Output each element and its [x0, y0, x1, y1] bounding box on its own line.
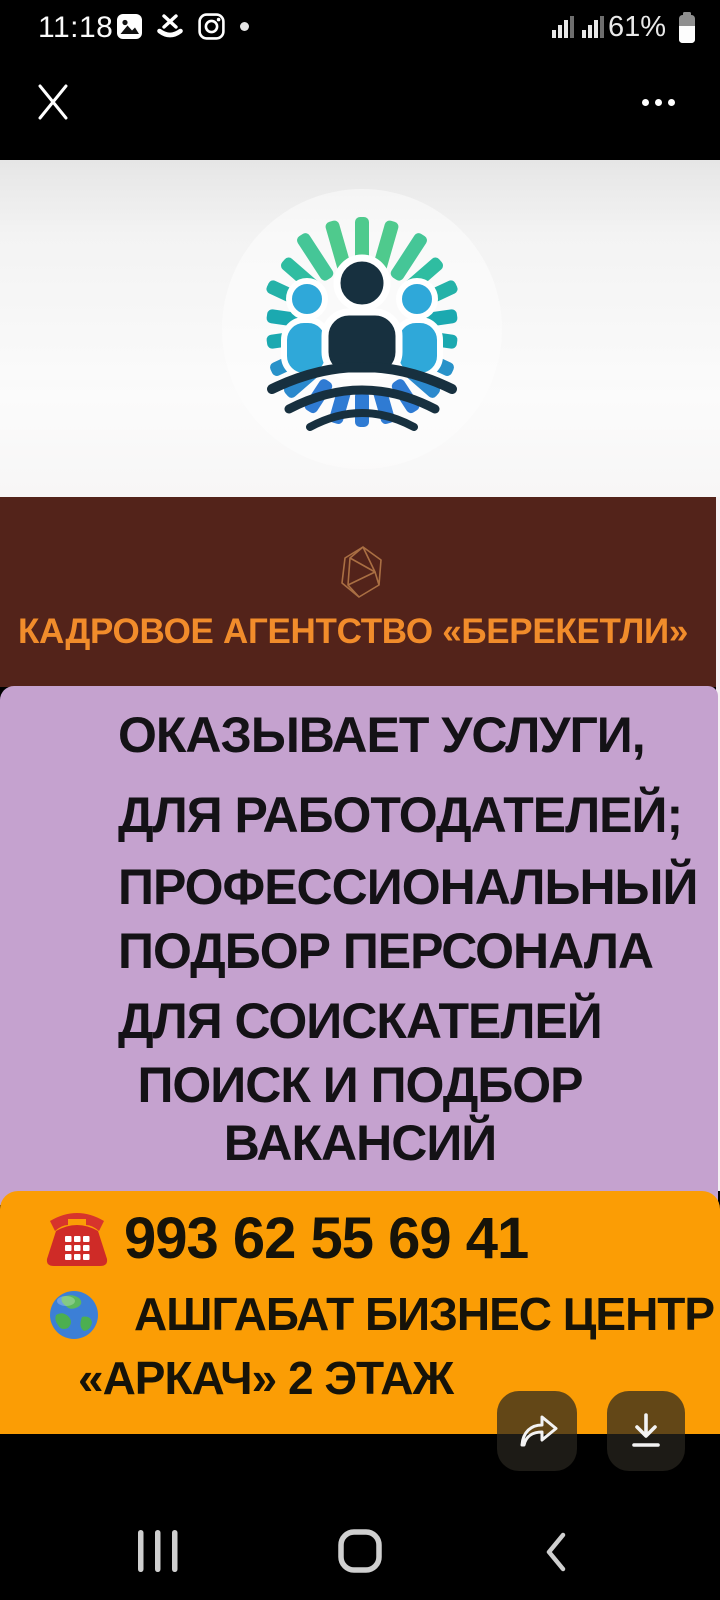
share-button[interactable]	[497, 1391, 577, 1471]
nav-back-button[interactable]	[524, 1522, 588, 1582]
services-line: ВАКАНСИЙ	[223, 1115, 497, 1171]
agency-title: КАДРОВОЕ АГЕНТСТВО «БЕРЕКЕТЛИ»	[18, 612, 688, 651]
missed-call-notification-icon	[156, 13, 184, 40]
home-icon	[338, 1529, 382, 1573]
address-line2: «АРКАЧ» 2 ЭТАЖ	[78, 1352, 454, 1404]
nav-recents-button[interactable]	[126, 1520, 190, 1582]
download-icon	[626, 1410, 666, 1452]
services-line: ПРОФЕССИОНАЛЬНЫЙ	[118, 859, 698, 915]
back-icon	[545, 1532, 567, 1572]
image-viewer-toolbar	[0, 54, 720, 160]
services-line: ДЛЯ РАБОТОДАТЕЛЕЙ;	[118, 787, 683, 843]
telephone-icon	[44, 1209, 110, 1269]
globe-icon	[48, 1289, 100, 1341]
poster-header-section	[0, 497, 717, 687]
poster-image[interactable]	[0, 160, 720, 498]
battery-percent: 61%	[608, 11, 667, 43]
agency-people-sunburst-logo	[212, 181, 512, 481]
services-line: ОКАЗЫВАЕТ УСЛУГИ,	[118, 707, 645, 763]
more-options-button[interactable]	[628, 84, 688, 120]
share-icon	[514, 1411, 560, 1451]
battery-icon	[678, 12, 696, 43]
address-line1: АШГАБАТ БИЗНЕС ЦЕНТР	[134, 1288, 715, 1340]
close-button[interactable]	[30, 78, 76, 124]
services-line: ПОДБОР ПЕРСОНАЛА	[118, 923, 654, 979]
download-button[interactable]	[607, 1391, 685, 1471]
nav-home-button[interactable]	[328, 1520, 392, 1582]
signal-sim2-icon	[582, 16, 606, 38]
notification-dot-icon	[240, 22, 249, 31]
recents-icon	[137, 1529, 179, 1573]
gallery-notification-icon	[116, 13, 143, 40]
status-time: 11:18	[38, 11, 114, 44]
status-bar	[0, 0, 720, 54]
services-line: ДЛЯ СОИСКАТЕЛЕЙ	[118, 993, 602, 1049]
more-options-icon	[642, 99, 649, 106]
instagram-notification-icon	[198, 13, 225, 40]
hexagon-wireframe-icon	[337, 545, 385, 599]
close-icon	[33, 81, 73, 121]
services-line: ПОИСК И ПОДБОР	[137, 1057, 583, 1113]
phone-number: 993 62 55 69 41	[124, 1206, 529, 1271]
signal-sim1-icon	[552, 16, 576, 38]
